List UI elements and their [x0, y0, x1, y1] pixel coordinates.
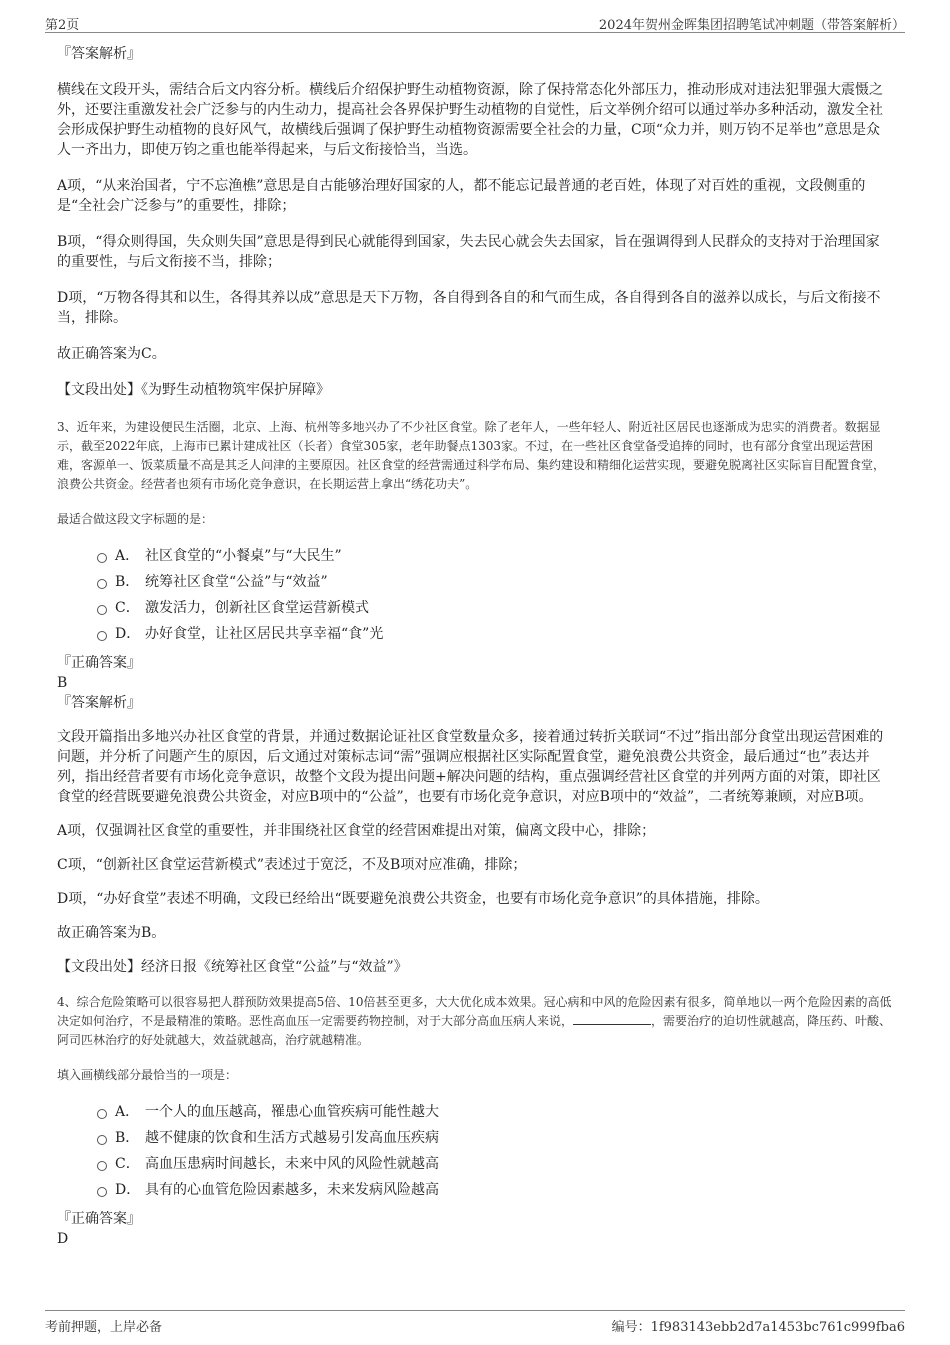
option-a[interactable]: A． 社区食堂的“小餐桌”与“大民生” [57, 545, 893, 571]
analysis-paragraph: 横线在文段开头，需结合后文内容分析。横线后介绍保护野生动植物资源，除了保持常态化外部压力，推动形成对违法犯罪强大震慑之外，还要注重激发社会广泛参与的内生动力，提高社会各界保护野生动植物的自觉性，后文举例介绍可以通过举办多种活动，激发全社会形成保护野生动植物的良好风气，故横线后强调了保护野生动植物资源需要全社会的力量，C项“众力并，则万钧不足举也”意思是众人一齐出力，即使万钧之重也能举得起来，与后文衔接恰当，当选。 [57, 82, 883, 158]
question-prompt: 填入画横线部分最恰当的一项是： [57, 1068, 238, 1082]
option-a[interactable]: A． 一个人的血压越高，罹患心血管疾病可能性越大 [57, 1101, 893, 1127]
radio-icon[interactable] [97, 1187, 107, 1197]
option-c[interactable]: C． 激发活力，创新社区食堂运营新模式 [57, 597, 893, 623]
document-title: 2024年贺州金晖集团招聘笔试冲刺题（带答案解析） [598, 18, 905, 33]
answer-conclusion: 故正确答案为B。 [57, 925, 166, 941]
radio-icon[interactable] [97, 605, 107, 615]
analysis-paragraph: D项，“万物各得其和以生，各得其养以成”意思是天下万物，各自得到各自的和气而生成，各自得到各自的滋养以成长，与后文衔接不当，排除。 [57, 290, 881, 326]
radio-icon[interactable] [97, 579, 107, 589]
radio-icon[interactable] [97, 1161, 107, 1171]
answer-conclusion: 故正确答案为C。 [57, 346, 166, 362]
source-note: 【文段出处】经济日报《统筹社区食堂“公益”与“效益”》 [57, 959, 408, 975]
option-d[interactable]: D． 办好食堂，让社区居民共享幸福“食”光 [57, 623, 893, 649]
option-d[interactable]: D． 具有的心血管危险因素越多，未来发病风险越高 [57, 1179, 893, 1205]
correct-answer: B [57, 675, 68, 691]
correct-answer: D [57, 1231, 69, 1247]
analysis-paragraph: A项，“从来治国者，宁不忘渔樵”意思是自古能够治理好国家的人，都不能忘记最普通的老百姓，体现了对百姓的重视，文段侧重的是“全社会广泛参与”的重要性，排除； [57, 178, 866, 214]
page-number: 第2页 [45, 18, 80, 33]
analysis-paragraph: D项，“办好食堂”表述不明确，文段已经给出“既要避免浪费公共资金，也要有市场化竞争意识”的具体措施，排除。 [57, 891, 769, 907]
option-list [57, 545, 893, 649]
option-b[interactable]: B． 统筹社区食堂“公益”与“效益” [57, 571, 893, 597]
page-footer [45, 1310, 905, 1335]
radio-icon[interactable] [97, 1109, 107, 1119]
question-stem: 3、近年来，为建设便民生活圈，北京、上海、杭州等多地兴办了不少社区食堂。除了老年人，一些年轻人、附近社区居民也逐渐成为忠实的消费者。数据显示，截至2022年底，上海市已累计建成社区（长者）食堂305家，老年助餐点1303家。不过，在一些社区食堂备受追捧的同时，也有部分食堂出现运营困难，客源单一、饭菜质量不高是其乏人问津的主要原因。社区食堂的经营需通过科学布局、集约建设和精细化运营实现，要避免脱离社区实际盲目配置食堂，浪费公共资金。经营者也须有市场化竞争意识，在长期运营上拿出“绣花功夫”。 [57, 420, 886, 491]
document-body [57, 44, 893, 1249]
source-note: 【文段出处】《为野生动植物筑牢保护屏障》 [57, 382, 330, 398]
question-prompt: 最适合做这段文字标题的是： [57, 512, 214, 526]
radio-icon[interactable] [97, 553, 107, 563]
option-b[interactable]: B． 越不健康的饮食和生活方式越易引发高血压疾病 [57, 1127, 893, 1153]
analysis-paragraph: A项，仅强调社区食堂的重要性，并非围绕社区食堂的经营困难提出对策，偏离文段中心，排除； [57, 823, 656, 839]
analysis-heading: 『答案解析』 [57, 46, 141, 62]
radio-icon[interactable] [97, 631, 107, 641]
analysis-paragraph: B项，“得众则得国，失众则失国”意思是得到民心就能得到国家，失去民心就会失去国家，旨在强调得到人民群众的支持对于治理国家的重要性，与后文衔接不当，排除； [57, 234, 880, 270]
question-stem: 4、综合危险策略可以很容易把人群预防效果提高5倍、10倍甚至更多，大大优化成本效果。冠心病和中风的危险因素有很多，简单地以一两个危险因素的高低决定如何治疗，不是最精准的策略。恶性高血压一定需要药物控制，对于大部分高血压病人来说， ，需要治疗的迫切性就越高，降压药、叶酸、阿司匹林治疗的好处就越大，效益就越高，治疗就越精准。 [57, 995, 892, 1047]
document-id: 编号：1f983143ebb2d7a1453bc761c999fba6 [611, 1320, 905, 1335]
correct-answer-heading: 『正确答案』 [57, 655, 141, 671]
footer-slogan: 考前押题，上岸必备 [45, 1320, 163, 1335]
analysis-paragraph: C项，“创新社区食堂运营新模式”表述过于宽泛，不及B项对应准确，排除； [57, 857, 527, 873]
fill-blank [573, 1012, 651, 1025]
page-header [45, 10, 905, 33]
radio-icon[interactable] [97, 1135, 107, 1145]
analysis-paragraph: 文段开篇指出多地兴办社区食堂的背景，并通过数据论证社区食堂数量众多，接着通过转折关联词“不过”指出部分食堂出现运营困难的问题，并分析了问题产生的原因，后文通过对策标志词“需”强调应根据社区实际配置食堂，避免浪费公共资金，最后通过“也”表达并列，指出经营者要有市场化竞争意识，故整个文段为提出问题+解决问题的结构，重点强调经营社区食堂的并列两方面的对策，即社区食堂的经营既要避免浪费公共资金，对应B项中的“公益”，也要有市场化竞争意识，对应B项中的“效益”，二者统筹兼顾，对应B项。 [57, 729, 884, 805]
option-c[interactable]: C． 高血压患病时间越长，未来中风的风险性就越高 [57, 1153, 893, 1179]
correct-answer-heading: 『正确答案』 [57, 1211, 141, 1227]
option-list [57, 1101, 893, 1205]
analysis-heading: 『答案解析』 [57, 695, 141, 711]
